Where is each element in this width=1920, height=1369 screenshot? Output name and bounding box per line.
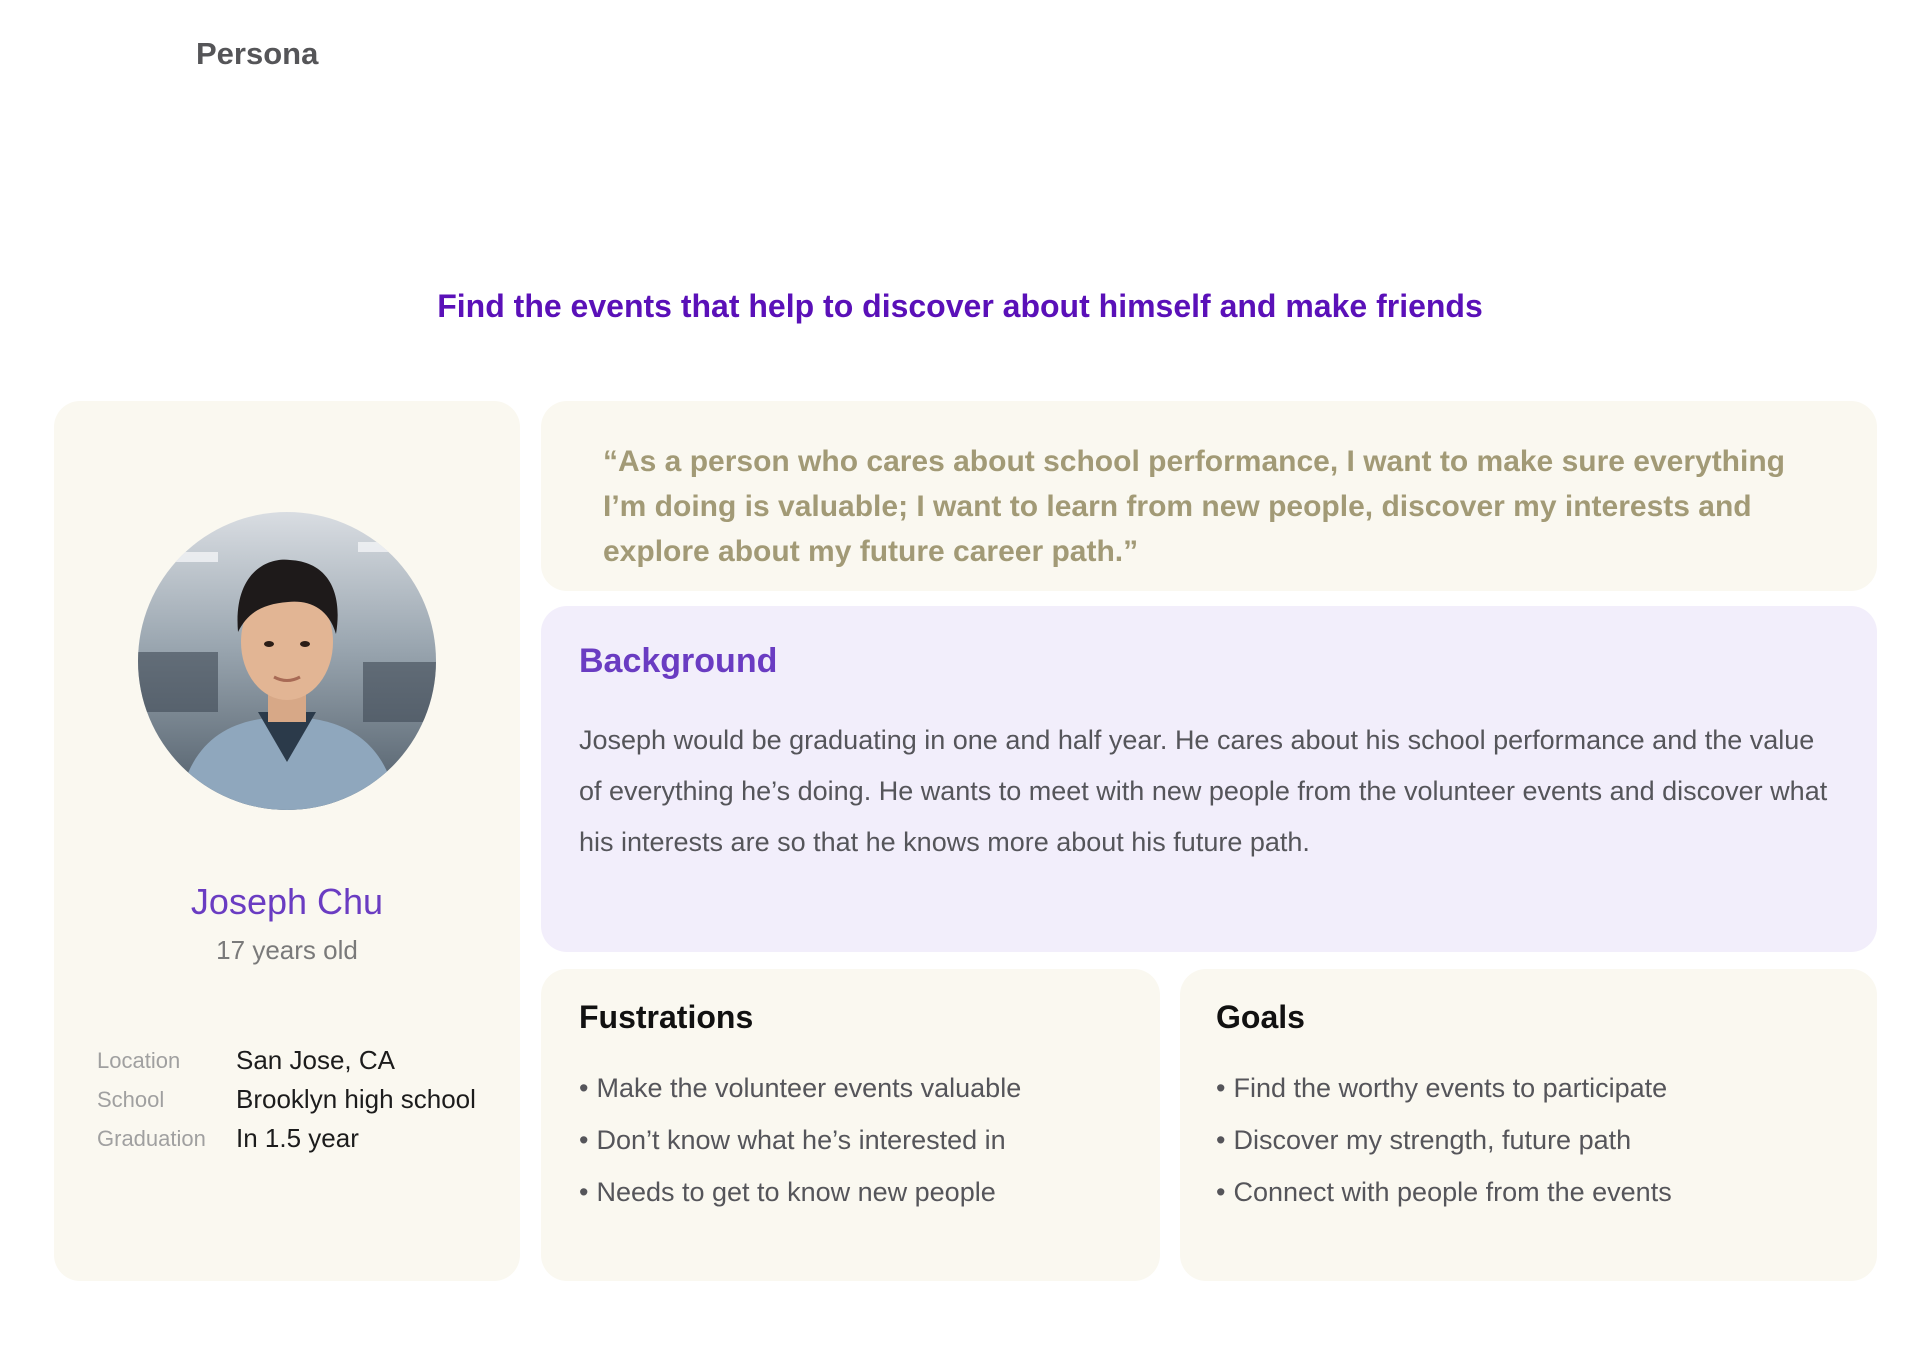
- quote-card: [541, 401, 1877, 591]
- bullet-icon: •: [1216, 1177, 1226, 1207]
- list-item: [579, 1114, 1122, 1166]
- goals-title: Goals: [1216, 999, 1305, 1035]
- fact-label: Location: [97, 1047, 181, 1073]
- persona-age: 17 years old: [216, 935, 358, 965]
- persona-name: Joseph Chu: [190, 881, 384, 922]
- bullet-icon: •: [1216, 1125, 1226, 1155]
- list-item: [579, 1062, 1122, 1114]
- avatar-photo-icon: [138, 512, 436, 810]
- persona-facts: [97, 1041, 476, 1158]
- fact-location: [97, 1041, 476, 1080]
- list-item-text: Connect with people from the events: [1233, 1177, 1672, 1207]
- fact-graduation: [97, 1119, 476, 1158]
- bullet-icon: •: [579, 1177, 589, 1207]
- fact-value: In 1.5 year: [236, 1123, 359, 1153]
- list-item: [1216, 1062, 1839, 1114]
- frustrations-title: Fustrations: [579, 999, 754, 1035]
- page-title: Persona: [196, 36, 319, 71]
- persona-quote: “As a person who cares about school performance, I want to make sure everything I’m doing is valuable; I want to learn from new people, discover my interests and explore about my future career path.”: [603, 445, 1785, 568]
- background-text: Joseph would be graduating in one and half year. He cares about his school performance and the value of everything he’s doing. He wants to meet with new people from the volunteer events and discover what his interests are so that he knows more about his future path.: [579, 725, 1828, 857]
- goals-card: [1180, 969, 1877, 1281]
- frustrations-card: [541, 969, 1160, 1281]
- list-item: [579, 1166, 1122, 1218]
- fact-school: [97, 1080, 476, 1119]
- list-item: [1216, 1166, 1839, 1218]
- list-item-text: Make the volunteer events valuable: [596, 1073, 1022, 1103]
- list-item-text: Find the worthy events to participate: [1233, 1073, 1668, 1103]
- profile-card: [54, 401, 520, 1281]
- goals-list: [1216, 1062, 1839, 1218]
- frustrations-list: [579, 1062, 1122, 1218]
- background-card: [541, 606, 1877, 952]
- fact-value: Brooklyn high school: [236, 1084, 476, 1114]
- list-item-text: Don’t know what he’s interested in: [596, 1125, 1006, 1155]
- bullet-icon: •: [1216, 1073, 1226, 1103]
- bullet-icon: •: [579, 1125, 589, 1155]
- avatar: [138, 512, 436, 810]
- list-item-text: Discover my strength, future path: [1233, 1125, 1632, 1155]
- background-title: Background: [579, 642, 778, 680]
- bullet-icon: •: [579, 1073, 589, 1103]
- fact-label: Graduation: [97, 1125, 206, 1151]
- fact-value: San Jose, CA: [236, 1045, 395, 1075]
- list-item: [1216, 1114, 1839, 1166]
- list-item-text: Needs to get to know new people: [596, 1177, 996, 1207]
- persona-headline: Find the events that help to discover about himself and make friends: [437, 288, 1483, 324]
- fact-label: School: [97, 1086, 165, 1112]
